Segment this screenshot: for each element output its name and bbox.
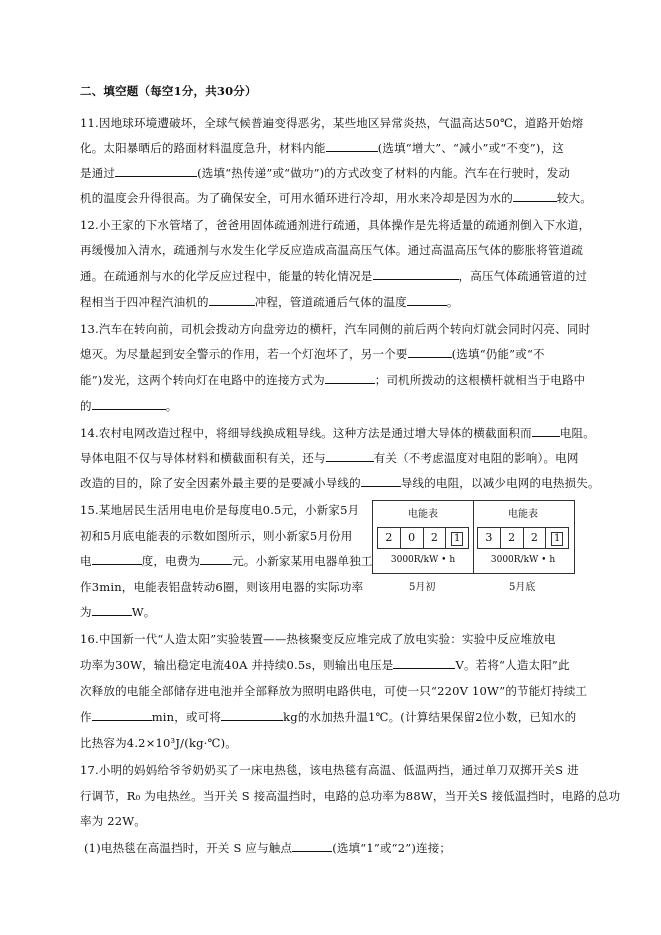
q13-line-2: 熄灭。为尽量起到安全警示的作用，若一个灯泡坏了，另一个要 (选填“仍能”或“不 bbox=[80, 347, 545, 361]
q15-blank-1 bbox=[92, 554, 142, 565]
electricity-meters-figure bbox=[372, 500, 575, 574]
q17-blank-1 bbox=[292, 841, 332, 852]
q16-line-4: 作 min，或可将 kg的水加热升温1℃。(计算结果保留2位小数，已知水的 bbox=[80, 710, 577, 724]
meter-decimal-digit: 1 bbox=[546, 528, 568, 548]
q14-blank-1 bbox=[532, 426, 560, 437]
meter-decimal-digit: 1 bbox=[446, 528, 468, 548]
q12-line-3: 通。在疏通剂与水的化学反应过程中，能量的转化情况是 ，高压气体疏通管道的过 bbox=[80, 269, 588, 283]
q12-line-4: 程相当于四冲程汽油机的 冲程，管道疏通后气体的温度 。 bbox=[80, 295, 459, 309]
q12-blank-2 bbox=[209, 295, 255, 306]
q15-line-5: 为 W。 bbox=[80, 605, 156, 619]
q16-line-3: 次释放的电能全部储存进电池并全部释放为照明电路供电，可使一只“220V 10W”的节能灯持续工 bbox=[80, 684, 588, 698]
q13-blank-1 bbox=[408, 347, 452, 358]
q17-part-1: (1)电热毯在高温挡时，开关 S 应与触点 (选填“1”或“2”)连接； bbox=[84, 841, 452, 855]
q15-line-4: 作3min，电能表铝盘转动6圈，则该用电器的实际功率 bbox=[80, 580, 364, 594]
q12-blank-1 bbox=[373, 269, 459, 280]
q11-blank-3 bbox=[513, 191, 557, 202]
q11-line-2: 化。太阳暴晒后的路面材料温度急升，材料内能 (选填“增大”、“减小”或“不变”)，这 bbox=[80, 141, 564, 155]
q12-line-1: 12.小王家的下水管堵了，爸爸用固体疏通剂进行疏通，具体操作是先将适量的疏通剂倒入下水道， bbox=[80, 218, 591, 232]
q16-line-5: 比热容为4.2×10³J/(kg·℃)。 bbox=[80, 736, 237, 750]
q14-line-1: 14.农村电网改造过程中，将细导线换成粗导线。这种方法是通过增大导体的横截面积而 电阻。 bbox=[80, 426, 595, 440]
meter-end bbox=[473, 501, 573, 573]
q11-blank-1 bbox=[326, 141, 378, 152]
q14-line-2: 导体电阻不仅与导体材料和横截面积有关，还与 有关（不考虑温度对电阻的影响）。电网 bbox=[80, 451, 579, 465]
meter-end-title: 电能表 bbox=[508, 509, 538, 520]
q16-blank-1 bbox=[393, 658, 455, 669]
meter-end-label: 5月底 bbox=[509, 582, 536, 593]
q16-line-2: 功率为30W，输出稳定电流40A 并持续0.5s，则输出电压是 V。若将“人造太阳”此 bbox=[80, 658, 570, 672]
meter-digit: 2 bbox=[378, 528, 401, 548]
meter-digit: 2 bbox=[424, 528, 447, 548]
meter-digit: 0 bbox=[401, 528, 424, 548]
meter-digit: 2 bbox=[501, 528, 524, 548]
q13-line-4: 的 。 bbox=[80, 399, 178, 413]
section-title: 二、填空题（每空1分，共30分） bbox=[80, 84, 257, 98]
meter-end-constant: 3000R/kW • h bbox=[490, 555, 556, 565]
q11-line-4: 机的温度会升得很高。为了确保安全，可用水循环进行冷却，用水来冷却是因为水的 较大。 bbox=[80, 191, 593, 205]
q15-blank-2 bbox=[200, 554, 232, 565]
q13-line-3: 能”)发光，这两个转向灯在电路中的连接方式为 ；司机所拨动的这根横杆就相当于电路中 bbox=[80, 373, 586, 387]
q13-blank-2 bbox=[325, 373, 375, 384]
meter-end-digits bbox=[477, 527, 569, 549]
q17-line-1: 17.小明的妈妈给爷爷奶奶买了一床电热毯，该电热毯有高温、低温两挡，通过单刀双掷开关S 进 bbox=[80, 763, 579, 777]
q13-line-1: 13.汽车在转向前，司机会拨动方向盘旁边的横杆，汽车同侧的前后两个转向灯就会同时闪亮、同时 bbox=[80, 322, 591, 336]
q13-blank-3 bbox=[92, 399, 166, 410]
meter-start bbox=[373, 501, 474, 573]
q12-blank-3 bbox=[407, 295, 447, 306]
meter-start-title: 电能表 bbox=[408, 509, 438, 520]
q16-blank-3 bbox=[221, 710, 283, 721]
q11-line-3: 是通过 (选填“热传递”或“做功”)的方式改变了材料的内能。汽车在行驶时，发动 bbox=[80, 166, 571, 180]
q11-blank-2 bbox=[115, 166, 197, 177]
q17-line-3: 率为 22W。 bbox=[80, 814, 147, 828]
meter-start-label: 5月初 bbox=[409, 582, 436, 593]
meter-start-digits bbox=[377, 527, 469, 549]
q14-line-3: 改造的目的，除了安全因素外最主要的是要减小导线的 导线的电阻，以减少电网的电热损失。 bbox=[80, 476, 600, 490]
q11-line-1: 11.因地球环境遭破坏，全球气候普遍变得恶劣，某些地区异常炎热，气温高达50℃，道路开始熔 bbox=[80, 116, 584, 130]
q17-line-2: 行调节，R₀ 为电热丝。当开关 S 接高温挡时，电路的总功率为88W，当开关S 接低温挡时，电路的总功 bbox=[80, 789, 621, 803]
q12-line-2: 再缓慢加入清水，疏通剂与水发生化学反应造成高温高压气体。通过高温高压气体的膨胀将管道疏 bbox=[80, 243, 584, 257]
q14-blank-2 bbox=[326, 451, 374, 462]
q16-line-1: 16.中国新一代“人造太阳”实验装置——热核聚变反应堆完成了放电实验：实验中反应堆放电 bbox=[80, 632, 556, 646]
q15-blank-3 bbox=[92, 605, 132, 616]
q15-line-3: 电 度，电费为 元。小新家某用电器单独工 bbox=[80, 554, 373, 568]
q14-blank-3 bbox=[361, 476, 401, 487]
meter-start-constant: 3000R/kW • h bbox=[390, 555, 456, 565]
q15-line-1: 15.某地居民生活用电电价是每度电0.5元，小新家5月 bbox=[80, 503, 360, 517]
meter-digit: 2 bbox=[524, 528, 547, 548]
q15-line-2: 初和5月底电能表的示数如图所示，则小新家5月份用 bbox=[80, 529, 353, 543]
q16-blank-2 bbox=[92, 710, 152, 721]
meter-digit: 3 bbox=[478, 528, 501, 548]
